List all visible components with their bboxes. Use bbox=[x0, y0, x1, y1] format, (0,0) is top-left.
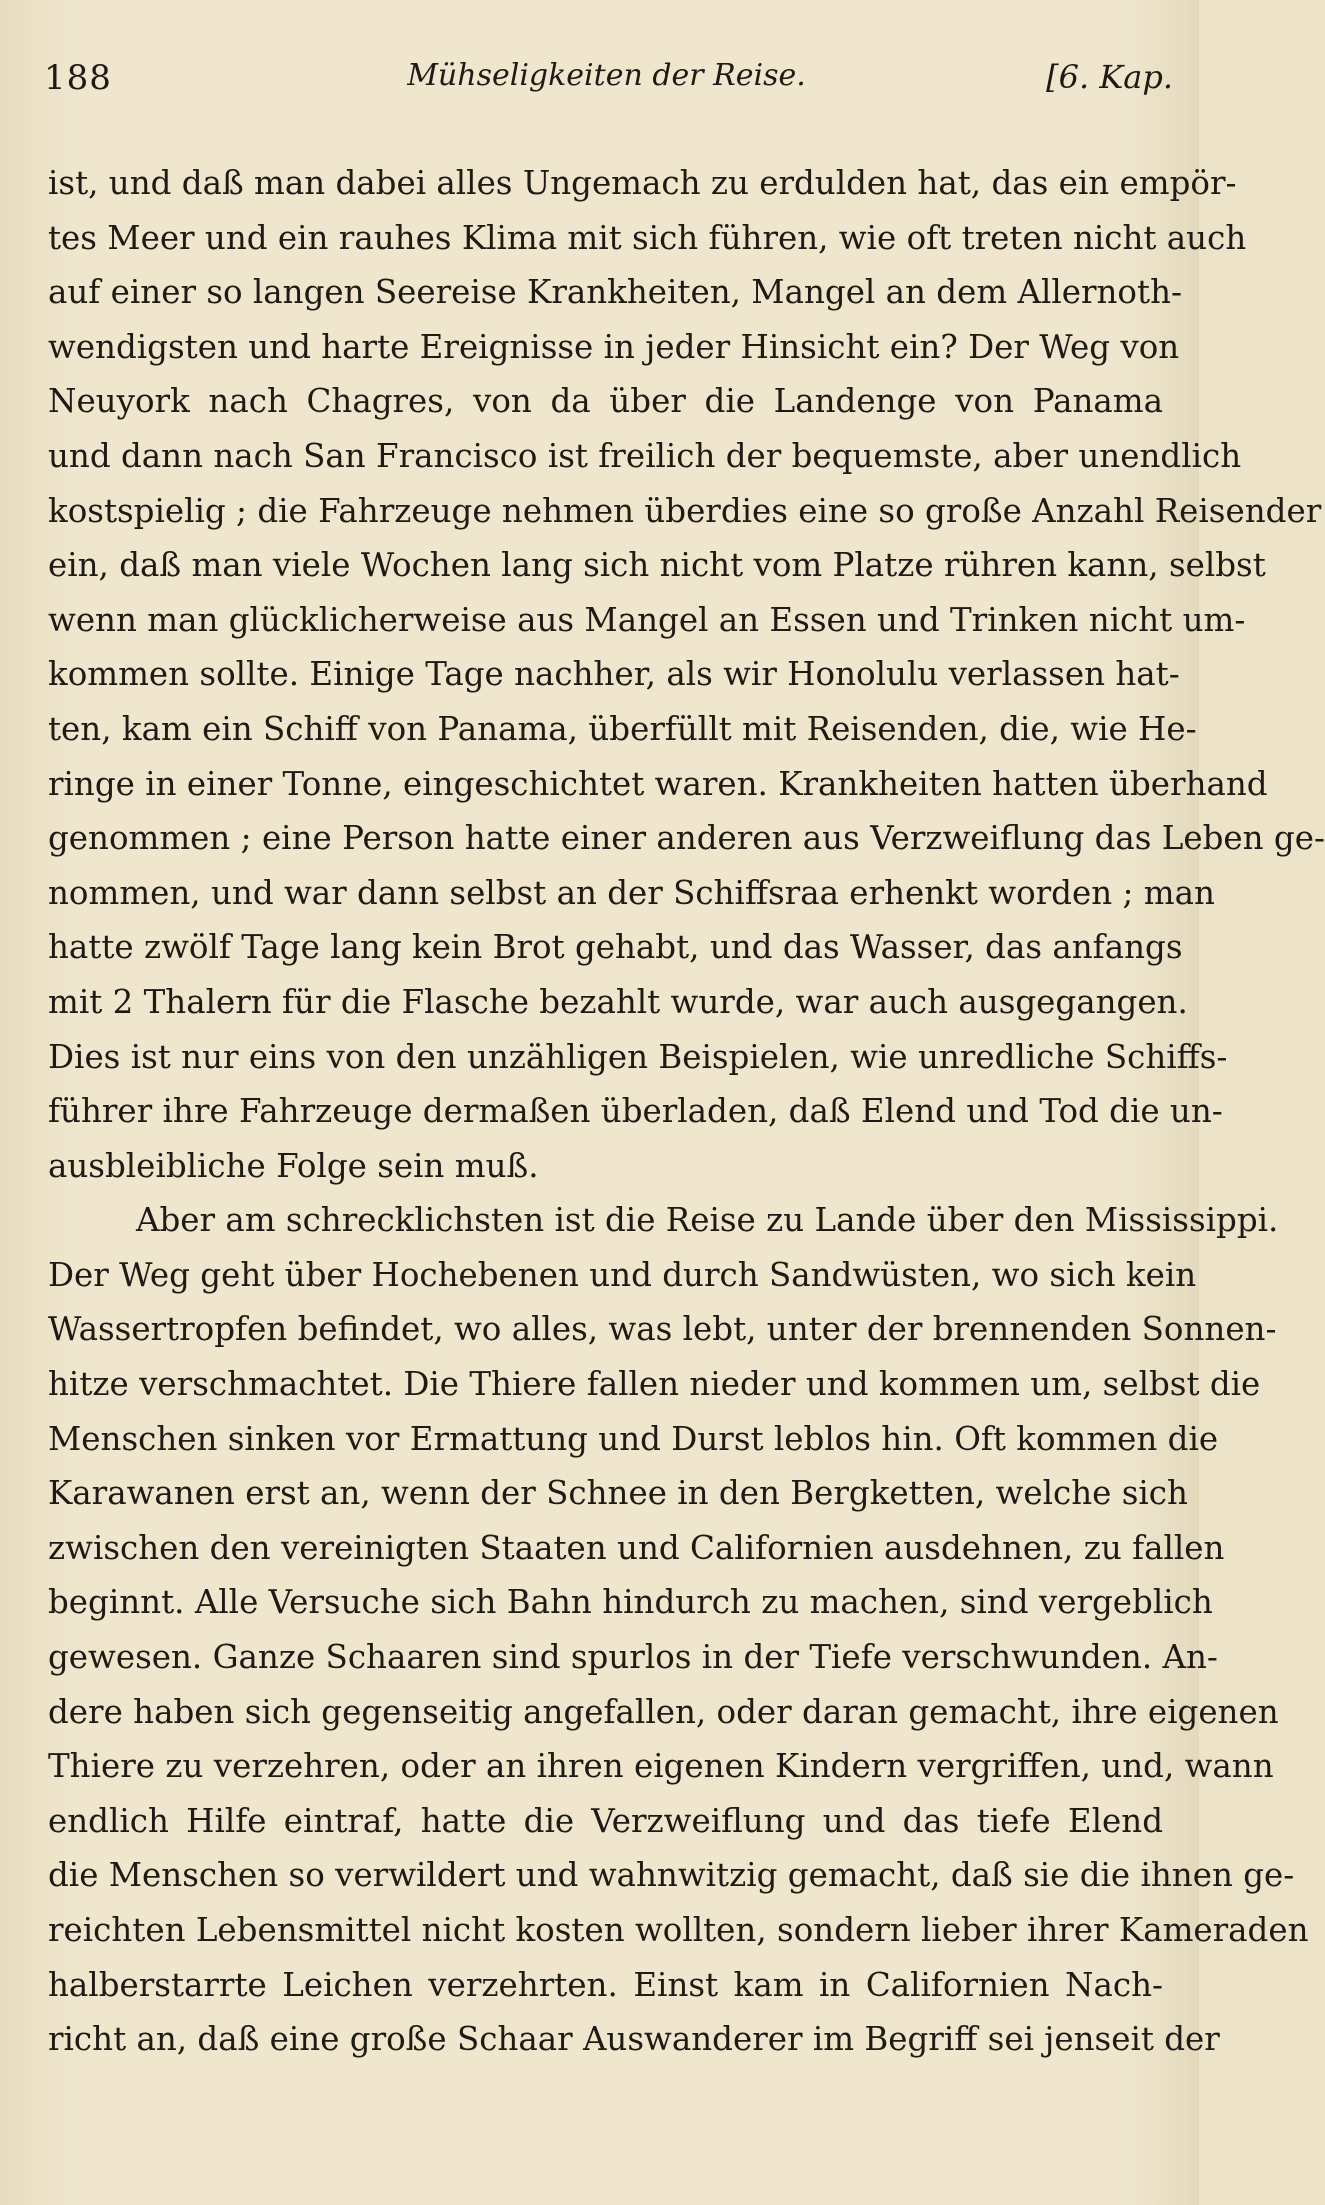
page-header bbox=[40, 58, 1173, 118]
text-line: ringe in einer Tonne, eingeschichtet waren. Krankheiten hatten überhand bbox=[48, 764, 1268, 803]
text-line: dere haben sich gegenseitig angefallen, oder daran gemacht, ihre eigenen bbox=[48, 1692, 1279, 1731]
text-line: Der Weg geht über Hochebenen und durch Sandwüsten, wo sich kein bbox=[48, 1255, 1197, 1294]
text-line: auf einer so langen Seereise Krankheiten, Mangel an dem Allernoth- bbox=[48, 273, 1182, 312]
text-line: Karawanen erst an, wenn der Schnee in den Bergketten, welche sich bbox=[48, 1474, 1188, 1513]
text-line: beginnt. Alle Versuche sich Bahn hindurch zu machen, sind vergeblich bbox=[48, 1583, 1213, 1622]
running-title: Mühseligkeiten der Reise. bbox=[407, 58, 806, 93]
text-line: kostspielig ; die Fahrzeuge nehmen überdies eine so große Anzahl Reisender bbox=[48, 491, 1322, 530]
text-line: ten, kam ein Schiff von Panama, überfüllt mit Reisenden, die, wie He- bbox=[48, 709, 1197, 748]
text-line: und dann nach San Francisco ist freilich der bequemste, aber unendlich bbox=[48, 436, 1242, 475]
paragraph-end-line: ausbleibliche Folge sein muß. bbox=[48, 1146, 539, 1185]
page-number: 188 bbox=[44, 58, 112, 98]
text-line: zwischen den vereinigten Staaten und Californien ausdehnen, zu fallen bbox=[48, 1528, 1225, 1567]
text-line: wendigsten und harte Ereignisse in jeder Hinsicht ein? Der Weg von bbox=[48, 327, 1180, 366]
text-line: richt an, daß eine große Schaar Auswanderer im Begriff sei jenseit der bbox=[48, 2020, 1220, 2059]
body-text bbox=[48, 156, 1325, 2067]
text-line: tes Meer und ein rauhes Klima mit sich führen, wie oft treten nicht auch bbox=[48, 218, 1247, 257]
text-line: Thiere zu verzehren, oder an ihren eigenen Kindern vergriffen, und, wann bbox=[48, 1747, 1274, 1786]
chapter-reference: [6. Kap. bbox=[1046, 58, 1173, 96]
text-line: mit 2 Thalern für die Flasche bezahlt wurde, war auch ausgegangen. bbox=[48, 982, 1188, 1021]
text-line: genommen ; eine Person hatte einer anderen aus Verzweiflung das Leben ge- bbox=[48, 819, 1325, 858]
text-line: endlich Hilfe eintraf, hatte die Verzweiflung und das tiefe Elend bbox=[48, 1801, 1163, 1840]
text-line: Dies ist nur eins von den unzähligen Beispielen, wie unredliche Schiffs- bbox=[48, 1037, 1228, 1076]
text-line: nommen, und war dann selbst an der Schiffsraa erhenkt worden ; man bbox=[48, 873, 1215, 912]
text-line: wenn man glücklicherweise aus Mangel an Essen und Trinken nicht um- bbox=[48, 600, 1246, 639]
text-line: hitze verschmachtet. Die Thiere fallen nieder und kommen um, selbst die bbox=[48, 1365, 1261, 1404]
text-line: gewesen. Ganze Schaaren sind spurlos in der Tiefe verschwunden. An- bbox=[48, 1638, 1218, 1677]
text-line: Menschen sinken vor Ermattung und Durst leblos hin. Oft kommen die bbox=[48, 1419, 1219, 1458]
text-line: hatte zwölf Tage lang kein Brot gehabt, und das Wasser, das anfangs bbox=[48, 928, 1183, 967]
text-line: Wassertropfen befindet, wo alles, was lebt, unter der brennenden Sonnen- bbox=[48, 1310, 1277, 1349]
text-line: halberstarrte Leichen verzehrten. Einst kam in Californien Nach- bbox=[48, 1965, 1163, 2004]
text-line: führer ihre Fahrzeuge dermaßen überladen, daß Elend und Tod die un- bbox=[48, 1092, 1223, 1131]
paragraph-start-line: Aber am schrecklichsten ist die Reise zu Lande über den Mississippi. bbox=[136, 1201, 1279, 1240]
text-line: kommen sollte. Einige Tage nachher, als wir Honolulu verlassen hat- bbox=[48, 655, 1180, 694]
text-line: ein, daß man viele Wochen lang sich nicht vom Platze rühren kann, selbst bbox=[48, 546, 1266, 585]
text-line: Neuyork nach Chagres, von da über die Landenge von Panama bbox=[48, 382, 1163, 421]
text-line: die Menschen so verwildert und wahnwitzig gemacht, daß sie die ihnen ge- bbox=[48, 1856, 1295, 1895]
text-line: reichten Lebensmittel nicht kosten wollten, sondern lieber ihrer Kameraden bbox=[48, 1911, 1309, 1949]
text-line: ist, und daß man dabei alles Ungemach zu erdulden hat, das ein empör- bbox=[48, 164, 1237, 202]
